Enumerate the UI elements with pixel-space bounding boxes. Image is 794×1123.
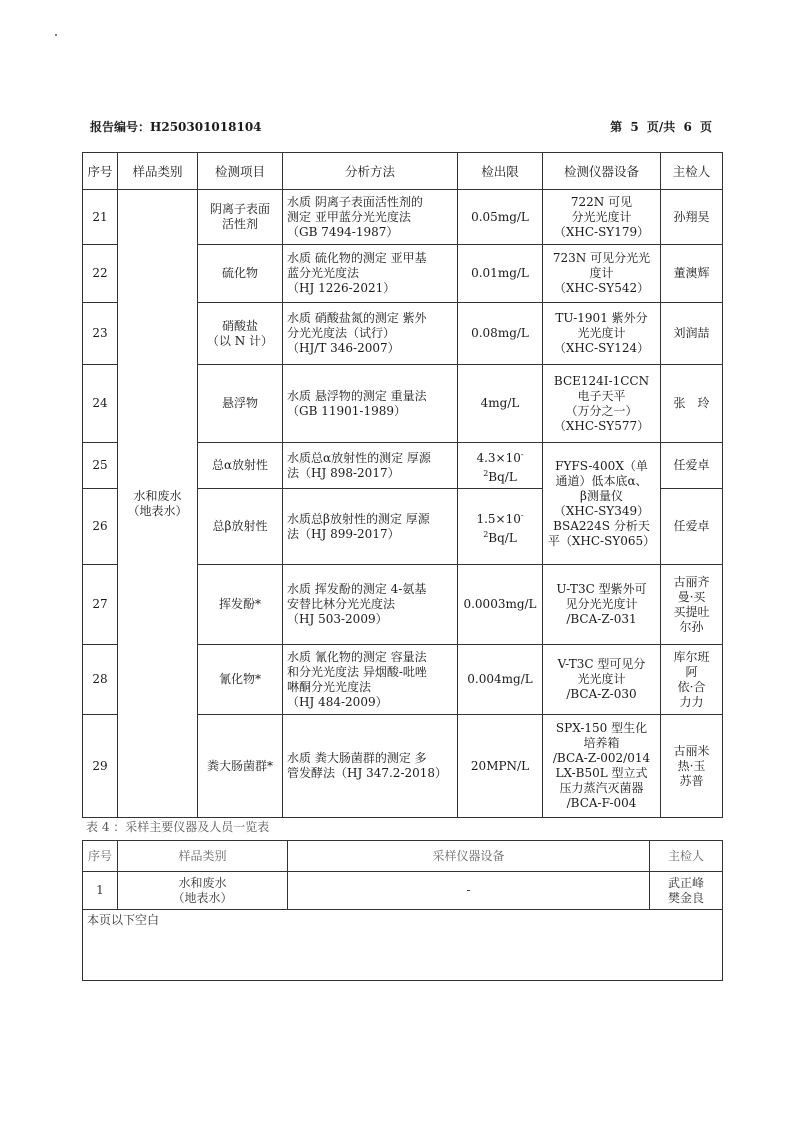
analysis-method: 水质 硝酸盐氮的测定 紫外 分光光度法（试行） （HJ/T 346-2007）: [283, 303, 458, 365]
inspector: 张 玲: [661, 365, 723, 443]
test-item: 悬浮物: [198, 365, 283, 443]
detection-limit: 0.01mg/L: [458, 245, 543, 303]
col-header-inspector: 主检人: [650, 841, 723, 872]
shared-equipment: FYFS-400X（单 通道）低本底α、 β测量仪 （XHC-SY349） BSA224S 分析天 平（XHC-SY065）: [543, 443, 661, 565]
detection-limit: 0.05mg/L: [458, 190, 543, 245]
inspector: 任爱卓: [661, 443, 723, 489]
inspector: 武正峰 樊金良: [650, 872, 723, 910]
col-header-category: 样品类别: [118, 153, 198, 190]
sample-category: 水和废水 （地表水）: [118, 872, 288, 910]
col-header-no: 序号: [83, 841, 118, 872]
test-item: 总β放射性: [198, 489, 283, 565]
col-header-inspector: 主检人: [661, 153, 723, 190]
test-item: 挥发酚*: [198, 565, 283, 645]
table-row: [83, 872, 723, 910]
page-header: [90, 118, 716, 138]
sampling-table: [82, 840, 723, 981]
equipment: U-T3C 型紫外可 见分光光度计 /BCA-Z-031: [543, 565, 661, 645]
row-number: 26: [83, 489, 118, 565]
page-indicator: 第 5 页/共 6 页: [610, 120, 712, 134]
test-item: 阴离子表面 活性剂: [198, 190, 283, 245]
inspector: 库尔班 阿 依·合 力力: [661, 645, 723, 715]
test-item: 粪大肠菌群*: [198, 715, 283, 818]
col-header-no: 序号: [83, 153, 118, 190]
row-number: 1: [83, 872, 118, 910]
equipment: SPX-150 型生化 培养箱 /BCA-Z-002/014 LX-B50L 型立式 压力蒸汽灭菌器 /BCA-F-004: [543, 715, 661, 818]
analysis-method: 水质 粪大肠菌群的测定 多 管发酵法（HJ 347.2-2018）: [283, 715, 458, 818]
detection-limit: 0.08mg/L: [458, 303, 543, 365]
inspector: 古丽米 热·玉 苏普: [661, 715, 723, 818]
inspector: 孙翔昊: [661, 190, 723, 245]
detection-limit: 0.0003mg/L: [458, 565, 543, 645]
equipment: TU-1901 紫外分 光光度计 （XHC-SY124）: [543, 303, 661, 365]
equipment: 723N 可见分光光 度计 （XHC-SY542）: [543, 245, 661, 303]
row-number: 23: [83, 303, 118, 365]
analysis-method: 水质 氰化物的测定 容量法 和分光光度法 异烟酸-吡唑 啉酮分光光度法 （HJ 484-2009）: [283, 645, 458, 715]
row-number: 27: [83, 565, 118, 645]
row-number: 24: [83, 365, 118, 443]
analysis-method: 水质 悬浮物的测定 重量法 （GB 11901-1989）: [283, 365, 458, 443]
detection-limit: $1.5\times 10^{-2}Bq/L$: [458, 489, 543, 565]
scan-speck: [55, 34, 57, 36]
col-header-equipment: 检测仪器设备: [543, 153, 661, 190]
table4-caption: 表 4 ：采样主要仪器及人员一览表: [86, 820, 270, 834]
row-number: 28: [83, 645, 118, 715]
table-header-row: [83, 153, 723, 190]
test-item: 氰化物*: [198, 645, 283, 715]
analysis-method: 水质总β放射性的测定 厚源 法（HJ 899-2017）: [283, 489, 458, 565]
inspector: 董澳辉: [661, 245, 723, 303]
equipment: BCE124I-1CCN 电子天平 （万分之一） （XHC-SY577）: [543, 365, 661, 443]
row-number: 21: [83, 190, 118, 245]
row-number: 25: [83, 443, 118, 489]
test-item: 硝酸盐 （以 N 计）: [198, 303, 283, 365]
blank-row: [83, 910, 723, 981]
detection-limit: 4mg/L: [458, 365, 543, 443]
col-header-sampling-equipment: 采样仪器设备: [288, 841, 650, 872]
col-header-item: 检测项目: [198, 153, 283, 190]
report-number: 报告编号：H250301018104: [90, 120, 262, 134]
table-row: [83, 190, 723, 245]
detection-limit: 0.004mg/L: [458, 645, 543, 715]
analysis-method: 水质 硫化物的测定 亚甲基 蓝分光光度法 （HJ 1226-2021）: [283, 245, 458, 303]
test-item: 总α放射性: [198, 443, 283, 489]
analysis-method: 水质 挥发酚的测定 4-氨基 安替比林分光光度法 （HJ 503-2009）: [283, 565, 458, 645]
col-header-category: 样品类别: [118, 841, 288, 872]
blank-note: 本页以下空白: [83, 910, 723, 981]
inspector: 任爱卓: [661, 489, 723, 565]
inspector: 刘润喆: [661, 303, 723, 365]
inspector: 古丽齐 曼·买 买提吐 尔孙: [661, 565, 723, 645]
row-number: 29: [83, 715, 118, 818]
detection-limit: 20MPN/L: [458, 715, 543, 818]
sampling-equipment: -: [288, 872, 650, 910]
sample-category: 水和废水 （地表水）: [118, 190, 198, 818]
equipment: V-T3C 型可见分 光光度计 /BCA-Z-030: [543, 645, 661, 715]
row-number: 22: [83, 245, 118, 303]
test-item: 硫化物: [198, 245, 283, 303]
detection-limit: $4.3\times 10^{-2}Bq/L$: [458, 443, 543, 489]
col-header-method: 分析方法: [283, 153, 458, 190]
analysis-method: 水质总α放射性的测定 厚源 法（HJ 898-2017）: [283, 443, 458, 489]
analysis-method: 水质 阴离子表面活性剂的 测定 亚甲蓝分光光度法 （GB 7494-1987）: [283, 190, 458, 245]
col-header-limit: 检出限: [458, 153, 543, 190]
test-results-table: [82, 152, 723, 818]
equipment: 722N 可见 分光光度计 （XHC-SY179）: [543, 190, 661, 245]
table-header-row: [83, 841, 723, 872]
